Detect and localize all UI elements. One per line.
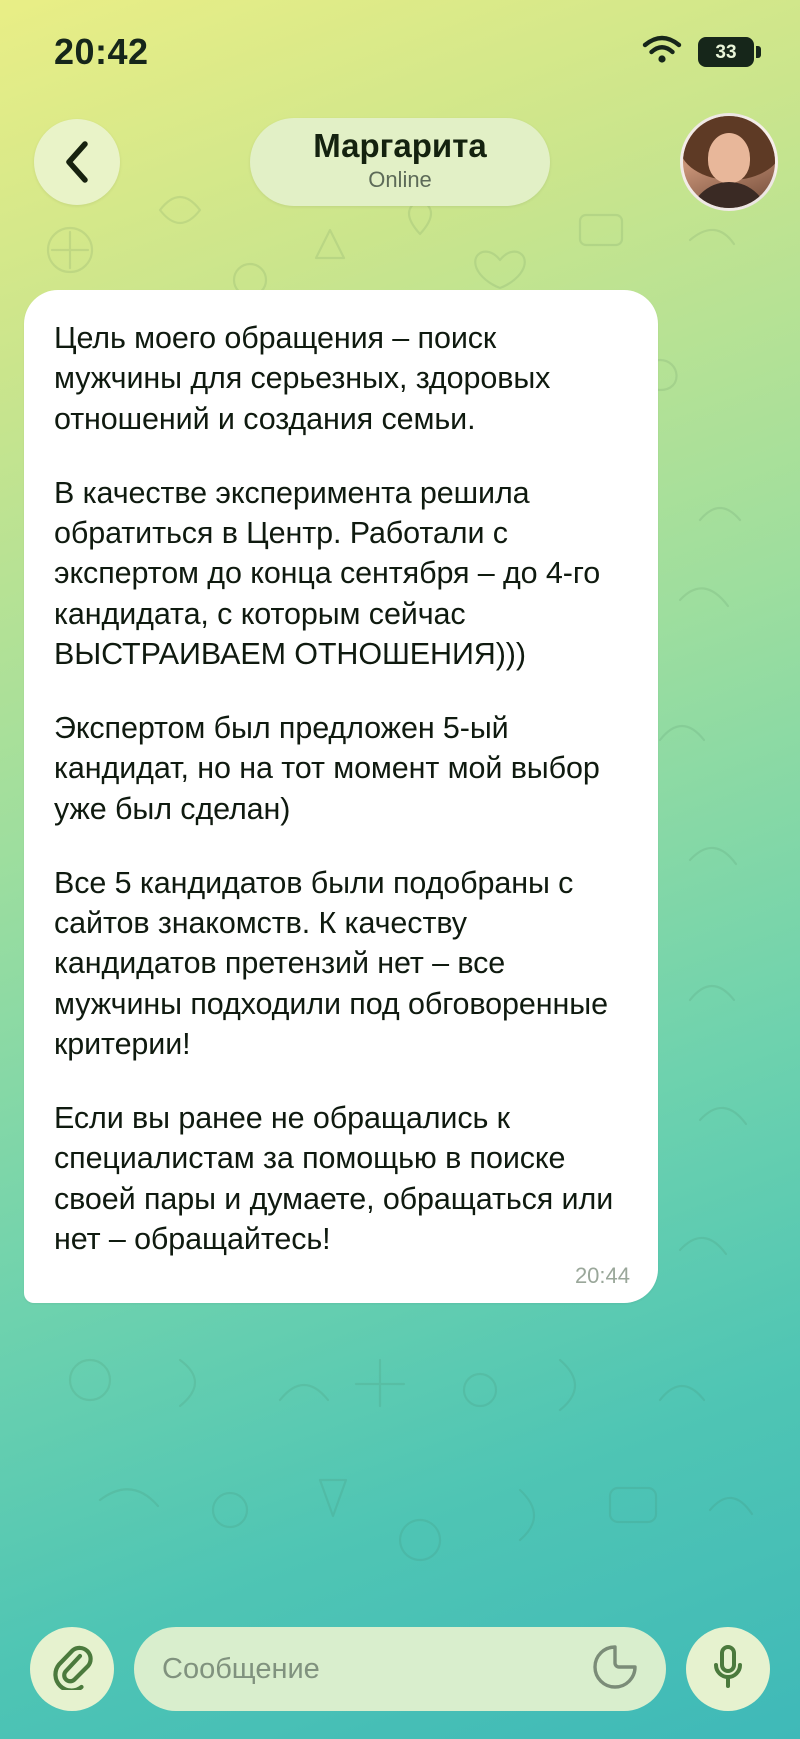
contact-name: Маргарита xyxy=(313,127,487,165)
back-button[interactable] xyxy=(34,119,120,205)
avatar[interactable] xyxy=(680,113,778,211)
status-time: 20:42 xyxy=(54,31,149,72)
voice-button[interactable] xyxy=(686,1627,770,1711)
message-placeholder: Сообщение xyxy=(162,1652,320,1685)
message-text xyxy=(54,318,628,1285)
avatar-body xyxy=(689,182,769,211)
microphone-icon xyxy=(711,1643,745,1696)
message-paragraph: В качестве эксперимента решила обратиться в Центр. Работали с экспертом до конца сентября – до 4-го кандидата, с которым сейчас ВЫСТРАИВАЕМ ОТНОШЕНИЯ))) xyxy=(54,475,601,671)
status-bar xyxy=(0,0,800,104)
message-timestamp: 20:44 xyxy=(574,1263,630,1288)
battery-icon xyxy=(698,37,754,67)
contact-title[interactable] xyxy=(250,118,550,206)
status-indicators xyxy=(642,35,754,70)
message-paragraph: Экспертом был предложен 5-ый кандидат, но на тот момент мой выбор уже был сделан) xyxy=(54,711,600,826)
paperclip-icon xyxy=(51,1644,93,1695)
battery-level: 33 xyxy=(715,41,737,63)
message-paragraph: Все 5 кандидатов были подобраны с сайтов знакомств. К качеству кандидатов претензий нет – все мужчины подходили под обговоренные критерии! xyxy=(54,865,608,1061)
message-list xyxy=(0,214,800,1303)
message-composer xyxy=(0,1627,800,1711)
contact-status: Online xyxy=(368,167,432,193)
chat-header xyxy=(0,104,800,214)
sticker-icon[interactable] xyxy=(592,1644,638,1695)
message-paragraph: Если вы ранее не обращались к специалистам за помощью в поиске своей пары и думаете, обращаться или нет – обращайтесь! xyxy=(54,1101,614,1256)
chevron-left-icon xyxy=(60,139,94,185)
message-input[interactable] xyxy=(134,1627,666,1711)
wifi-icon xyxy=(642,35,682,70)
attach-button[interactable] xyxy=(30,1627,114,1711)
avatar-face xyxy=(708,133,750,183)
message-paragraph: Цель моего обращения – поиск мужчины для серьезных, здоровых отношений и создания семьи. xyxy=(54,321,551,436)
message-bubble[interactable] xyxy=(24,290,658,1303)
